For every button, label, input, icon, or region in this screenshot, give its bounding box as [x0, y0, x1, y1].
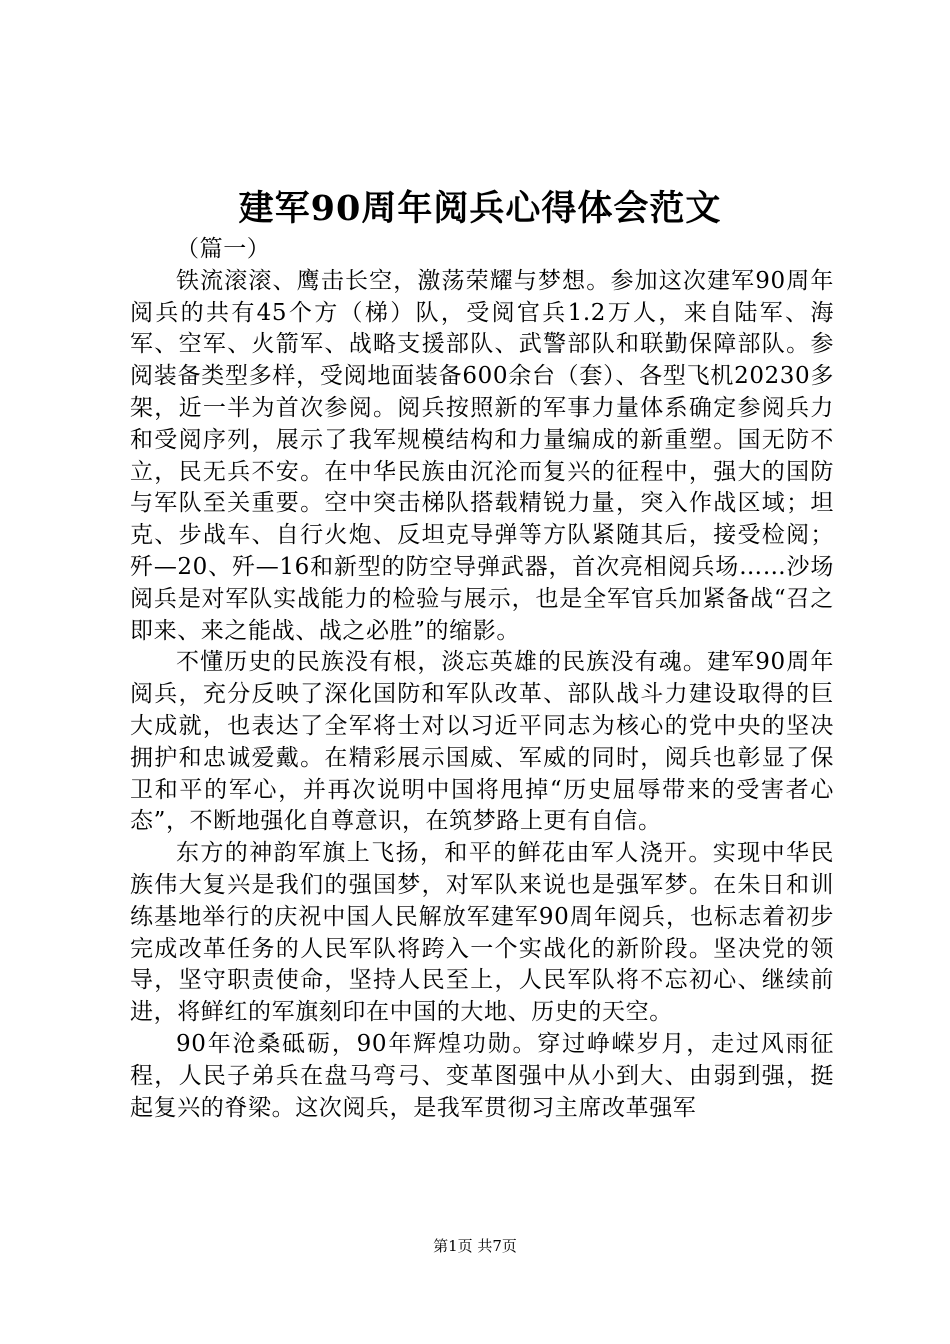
paragraph-1: 铁流滚滚、鹰击长空，激荡荣耀与梦想。参加这次建军90周年阅兵的共有45个方（梯）队，受阅官兵1.2万人，来自陆军、海军、空军、火箭军、战略支援部队、武警部队和联勤保障部队。参阅装备类型多样，受阅地面装备600余台（套）、各型飞机20230多架，近一半为首次参阅。阅兵按照新的军事力量体系确定参阅兵力和受阅序列，展示了我军规模结构和力量编成的新重塑。国无防不立，民无兵不安。在中华民族由沉沦而复兴的征程中，强大的国防与军队至关重要。空中突击梯队搭载精锐力量，突入作战区域；坦克、步战车、自行火炮、反坦克导弹等方队紧随其后，接受检阅；歼—20、歼—16和新型的防空导弹武器，首次亮相阅兵场……沙场阅兵是对军队实战能力的检验与展示，也是全军官兵加紧备战“召之即来、来之能战、战之必胜”的缩影。 [130, 267, 834, 644]
paragraph-4: 90年沧桑砥砺，90年辉煌功勋。穿过峥嵘岁月，走过风雨征程，人民子弟兵在盘马弯弓、变革图强中从小到大、由弱到强，挺起复兴的脊梁。这次阅兵，是我军贯彻习主席改革强军 [130, 1030, 834, 1121]
document-title: 建军90周年阅兵心得体会范文 [238, 188, 722, 229]
paragraph-2: 不懂历史的民族没有根，淡忘英雄的民族没有魂。建军90周年阅兵，充分反映了深化国防和军队改革、部队战斗力建设取得的巨大成就，也表达了全军将士对以习近平同志为核心的党中央的坚决拥护和忠诚爱戴。在精彩展示国威、军威的同时，阅兵也彰显了保卫和平的军心，并再次说明中国将甩掉“历史屈辱带来的受害者心态”，不断地强化自尊意识，在筑梦路上更有自信。 [130, 649, 834, 835]
page-number-footer: 第1页 共7页 [433, 1237, 517, 1255]
section-label: （篇一） [176, 236, 271, 262]
paragraph-3: 东方的神韵军旗上飞扬，和平的鲜花由军人浇开。实现中华民族伟大复兴是我们的强国梦，对军队来说也是强军梦。在朱日和训练基地举行的庆祝中国人民解放军建军90周年阅兵，也标志着初步完成改革任务的人民军队将跨入一个实战化的新阶段。坚决党的领导，坚守职责使命，坚持人民至上，人民军队将不忘初心、继续前进，将鲜红的军旗刻印在中国的大地、历史的天空。 [130, 840, 834, 1026]
document-body [130, 234, 834, 1124]
